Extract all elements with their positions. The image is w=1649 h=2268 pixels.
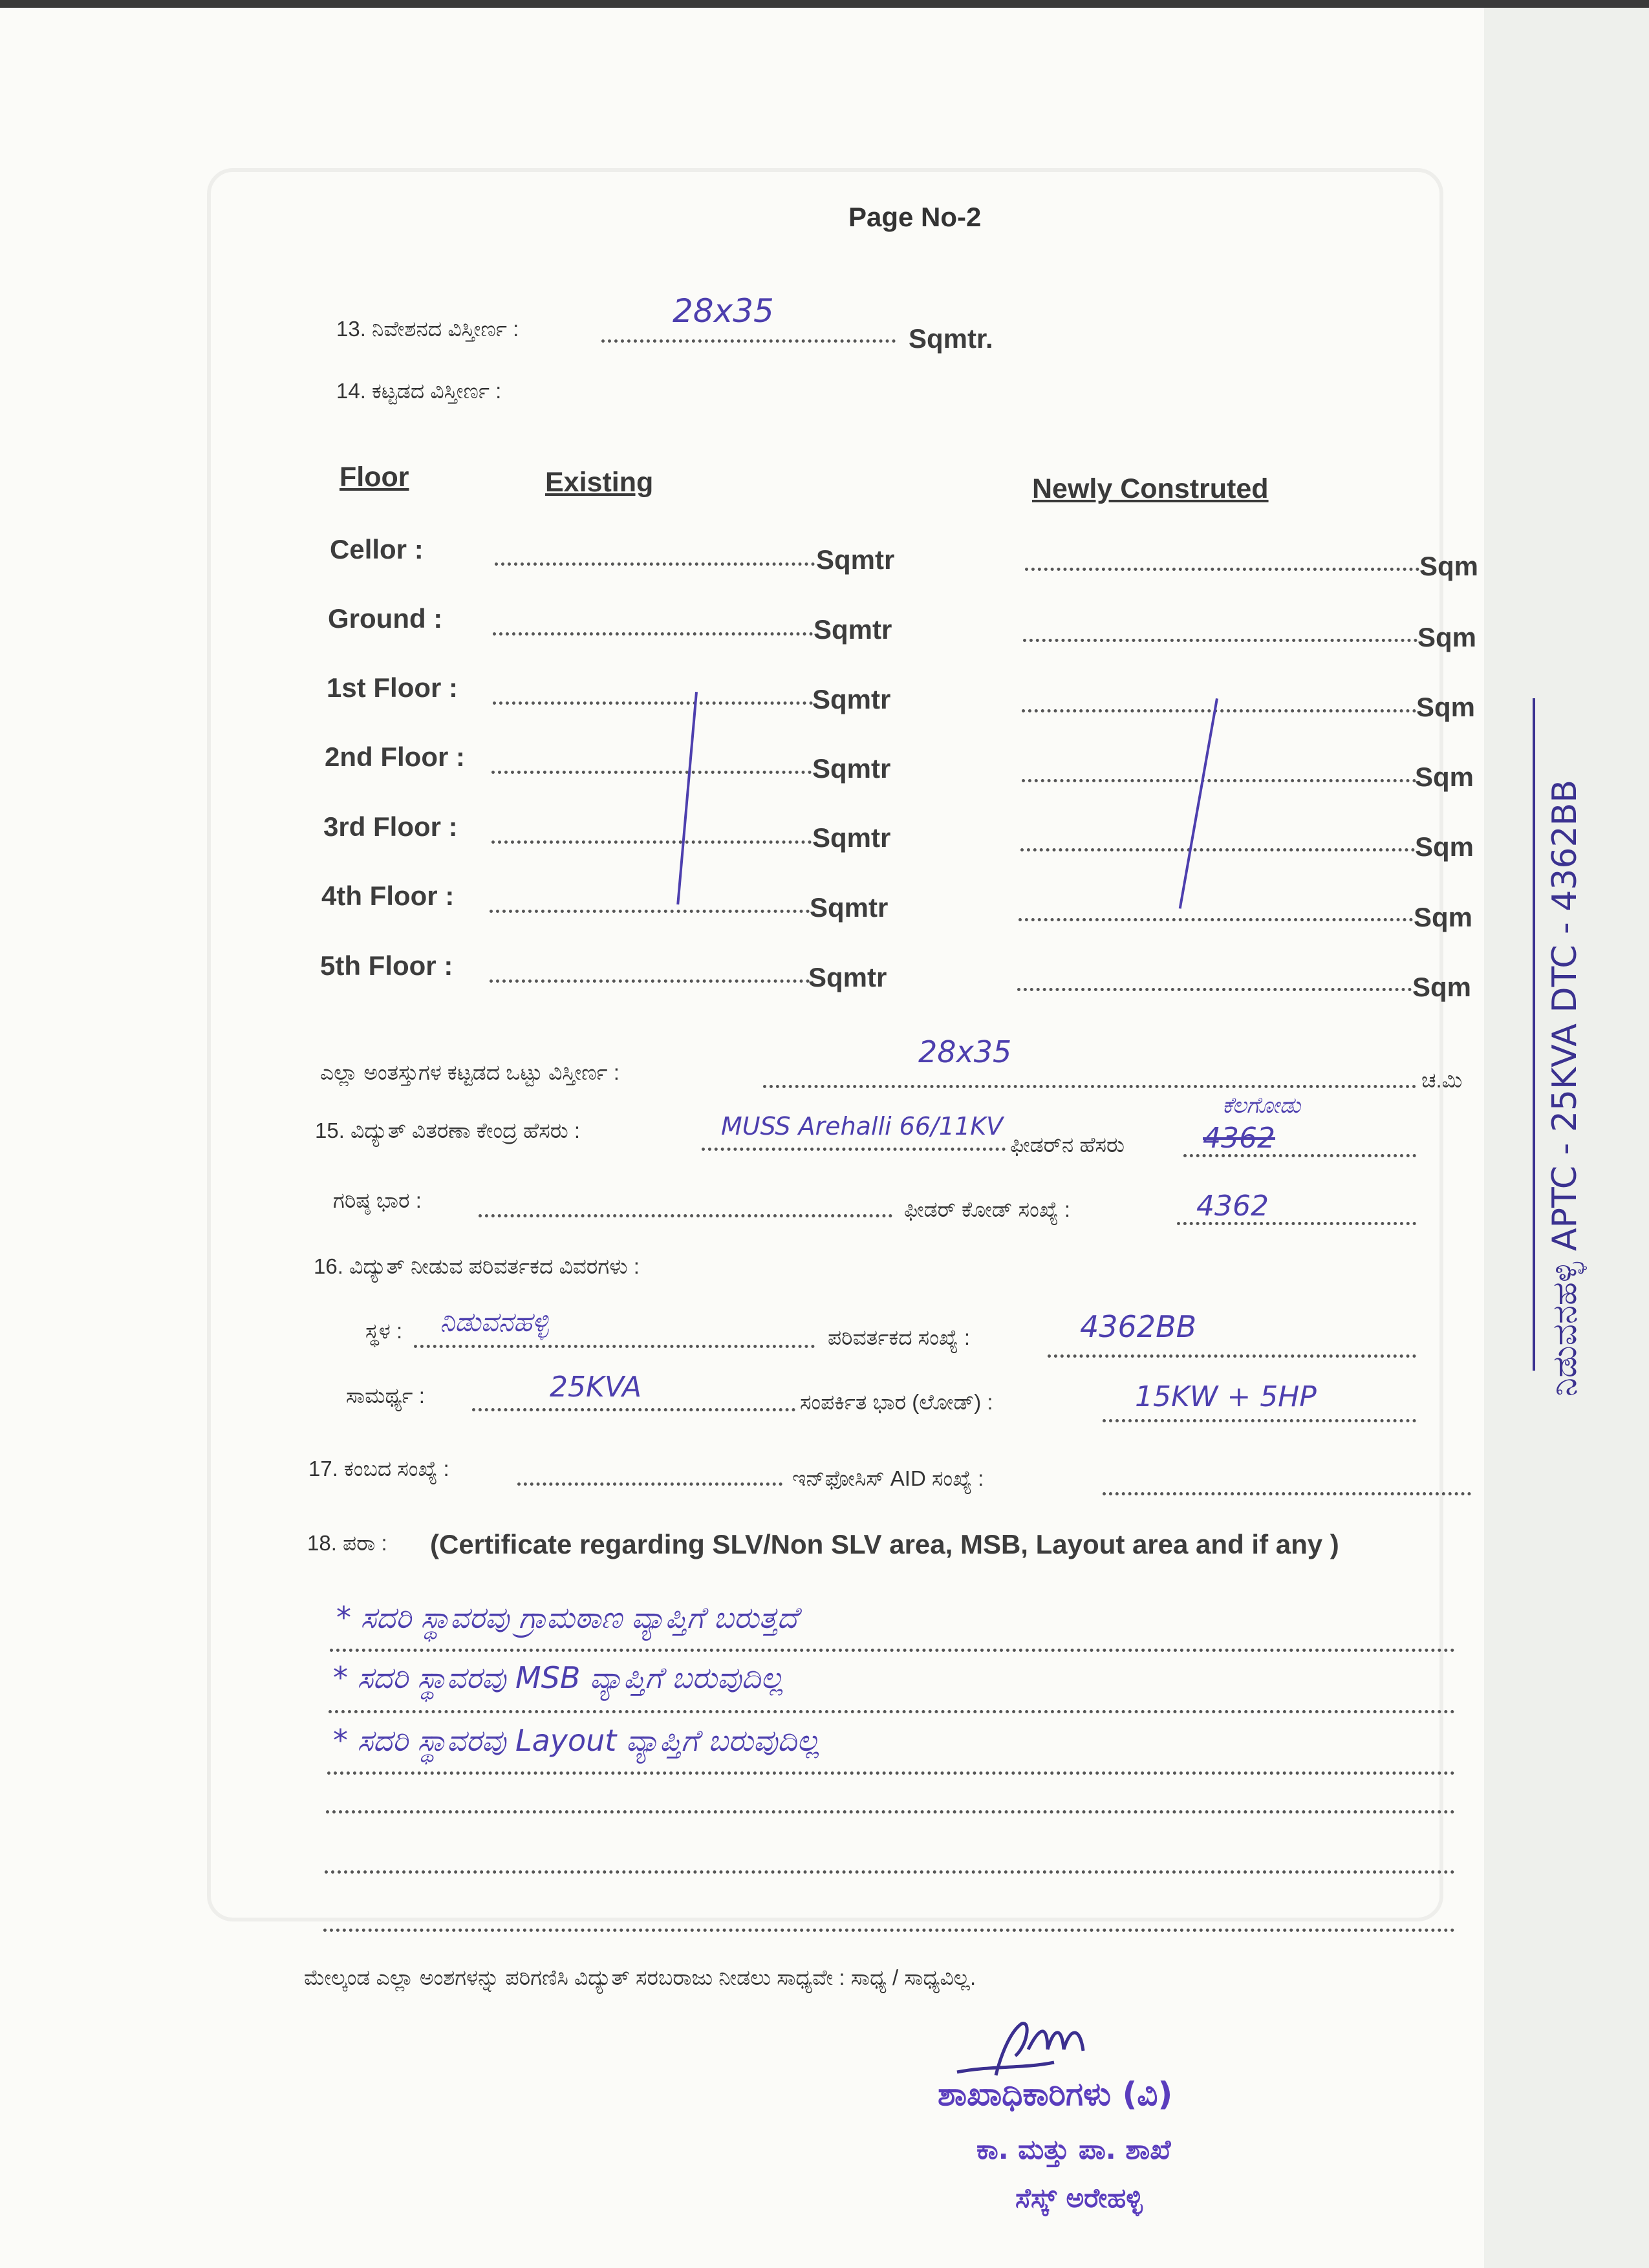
plot-area-label: 13. ನಿವೇಶನದ ವಿಸ್ತೀರ್ಣ : (336, 317, 519, 341)
fill-line (1020, 848, 1415, 851)
fill-line (472, 1408, 795, 1411)
fill-line (1022, 709, 1416, 712)
fill-line (702, 1148, 1006, 1151)
fill-line (1022, 779, 1416, 782)
fill-line (517, 1482, 782, 1486)
fill-line (1017, 988, 1412, 991)
fill-line (1023, 639, 1417, 642)
newly-constructed-header: Newly Construted (1032, 473, 1269, 504)
new-unit: Sqm (1419, 551, 1479, 581)
new-unit: Sqm (1416, 692, 1476, 722)
existing-unit: Sqmtr (816, 544, 895, 575)
plot-area-unit: Sqmtr. (909, 323, 993, 354)
place-label: ಸ್ಥಳ : (365, 1319, 403, 1343)
fill-line (493, 701, 813, 705)
fill-line (491, 771, 812, 774)
connected-load-value: 15KW + 5HP (1135, 1380, 1317, 1413)
bleed-through (207, 168, 1443, 1921)
infosys-aid-label: ಇನ್‌ಫೋಸಿಸ್ AID ಸಂಖ್ಯೆ : (792, 1466, 984, 1490)
scan-edge (0, 0, 1649, 8)
remarks-line (325, 1870, 1455, 1874)
floor-label: 1st Floor : (327, 672, 458, 703)
margin-note: ನಿಡುವನಹಳ್ಳಿ APTC - 25KVA DTC - 4362BB (1546, 779, 1584, 1396)
remarks-line (330, 1649, 1455, 1652)
office-seal (899, 2017, 1300, 2250)
floor-header: Floor (339, 462, 409, 493)
existing-unit: Sqmtr (810, 892, 889, 923)
remarks-line (329, 1710, 1455, 1713)
fill-line (763, 1085, 1416, 1088)
place-value: ನಿಡುವನಹಳ್ಳಿ (440, 1306, 549, 1338)
seal-designation: ಶಾಖಾಧಿಕಾರಿಗಳು (ವಿ) (938, 2075, 1173, 2113)
fill-line (1048, 1354, 1416, 1358)
existing-unit: Sqmtr (812, 753, 891, 784)
fill-line (1103, 1419, 1416, 1422)
floor-label: 5th Floor : (320, 950, 453, 981)
tc-number-value: 4362BB (1080, 1309, 1197, 1344)
capacity-label: ಸಾಮರ್ಥ್ಯ : (346, 1384, 425, 1407)
feeder-code-label: ಫೀಡರ್ ಕೋಡ್ ಸಂಖ್ಯೆ : (904, 1197, 1070, 1221)
plot-area-value: 28x35 (673, 292, 774, 330)
remarks-label: 18. ಪರಾ : (307, 1531, 387, 1555)
fill-line (414, 1345, 815, 1348)
fill-line (493, 632, 813, 636)
new-unit: Sqm (1415, 831, 1474, 862)
fill-line (601, 339, 896, 343)
feeder-code-value: 4362 (1196, 1190, 1269, 1223)
margin-underline (1533, 698, 1535, 1371)
floor-label: Cellor : (330, 534, 424, 564)
substation-label: 15. ವಿದ್ಯುತ್ ವಿತರಣಾ ಕೇಂದ್ರ ಹೆಸರು : (315, 1118, 581, 1142)
building-area-label: 14. ಕಟ್ಟಡದ ವಿಸ್ತೀರ್ಣ : (336, 379, 502, 403)
feeder-name-top: ಕೆಲಗೋಡು (1222, 1093, 1301, 1118)
fill-line (490, 910, 810, 913)
floor-label: 2nd Floor : (325, 742, 465, 772)
existing-unit: Sqmtr (812, 822, 891, 853)
new-unit: Sqm (1415, 762, 1474, 792)
total-area-value: 28x35 (918, 1034, 1012, 1069)
remarks-line-text: * ಸದರಿ ಸ್ಥಾವರವು ಗ್ರಾಮಠಾಣ ವ್ಯಾಪ್ತಿಗೆ ಬರುತ್ತದೆ (336, 1600, 798, 1635)
pole-number-label: 17. ಕಂಬದ ಸಂಖ್ಯೆ : (308, 1457, 449, 1481)
fill-line (491, 840, 812, 844)
fill-line (1025, 568, 1419, 571)
remarks-line (327, 1771, 1455, 1775)
new-unit: Sqm (1417, 622, 1477, 652)
feeder-name-value: 4362 (1203, 1122, 1275, 1155)
connected-load-label: ಸಂಪರ್ಕಿತ ಭಾರ (ಲೋಡ್) : (800, 1390, 993, 1414)
max-load-label: ಗರಿಷ್ಠ ಭಾರ : (333, 1188, 422, 1212)
total-area-unit: ಚ.ಮಿ (1421, 1068, 1463, 1092)
new-unit: Sqm (1412, 972, 1472, 1002)
existing-unit: Sqmtr (808, 962, 887, 992)
existing-unit: Sqmtr (814, 614, 892, 645)
new-unit: Sqm (1414, 902, 1473, 932)
feeder-name-label: ಫೀಡರ್‌ನ ಹೆಸರು (1010, 1133, 1125, 1157)
existing-header: Existing (545, 467, 654, 498)
floor-label: 4th Floor : (321, 881, 455, 911)
fill-line (495, 562, 815, 566)
substation-value: MUSS Arehalli 66/11KV (721, 1112, 1004, 1140)
seal-location: ಸೆಸ್ಕ್ ಅರೇಹಳ್ಳಿ (1015, 2182, 1143, 2214)
conclusion-text: ಮೇಲ್ಕಂಡ ಎಲ್ಲಾ ಅಂಶಗಳನ್ನು ಪರಿಗಣಿಸಿ ವಿದ್ಯುತ್ ಸರಬರಾಜು ನೀಡಲು ಸಾಧ್ಯವೇ : ಸಾಧ್ಯ / ಸಾಧ್ಯವಿಲ್ಲ. (304, 1965, 976, 1989)
floor-label: Ground : (328, 603, 443, 634)
fill-line (479, 1214, 892, 1217)
page-number: Page No-2 (848, 202, 982, 232)
floor-label: 3rd Floor : (323, 811, 458, 842)
remarks-line-text: * ಸದರಿ ಸ್ಥಾವರವು MSB ವ್ಯಾಪ್ತಿಗೆ ಬರುವುದಿಲ್ಲ (333, 1660, 784, 1695)
existing-unit: Sqmtr (812, 684, 891, 714)
seal-section: ಕಾ. ಮತ್ತು ಪಾ. ಶಾಖೆ (976, 2134, 1171, 2165)
fill-line (490, 979, 810, 983)
fill-line (1103, 1492, 1471, 1495)
remarks-line-text: * ಸದರಿ ಸ್ಥಾವರವು Layout ವ್ಯಾಪ್ತಿಗೆ ಬರುವುದಿಲ್ಲ (333, 1723, 820, 1758)
capacity-value: 25KVA (550, 1371, 642, 1404)
fill-line (1018, 918, 1413, 921)
remarks-line (326, 1810, 1455, 1813)
remarks-line (323, 1929, 1455, 1932)
total-area-label: ಎಲ್ಲಾ ಅಂತಸ್ತುಗಳ ಕಟ್ಟಡದ ಒಟ್ಟು ವಿಸ್ತೀರ್ಣ : (320, 1060, 620, 1084)
tc-number-label: ಪರಿವರ್ತಕದ ಸಂಖ್ಯೆ : (828, 1325, 971, 1349)
remarks-note: (Certificate regarding SLV/Non SLV area, MSB, Layout area and if any ) (430, 1529, 1339, 1559)
transformer-label: 16. ವಿದ್ಯುತ್ ನೀಡುವ ಪರಿವರ್ತಕದ ವಿವರಗಳು : (314, 1254, 640, 1278)
